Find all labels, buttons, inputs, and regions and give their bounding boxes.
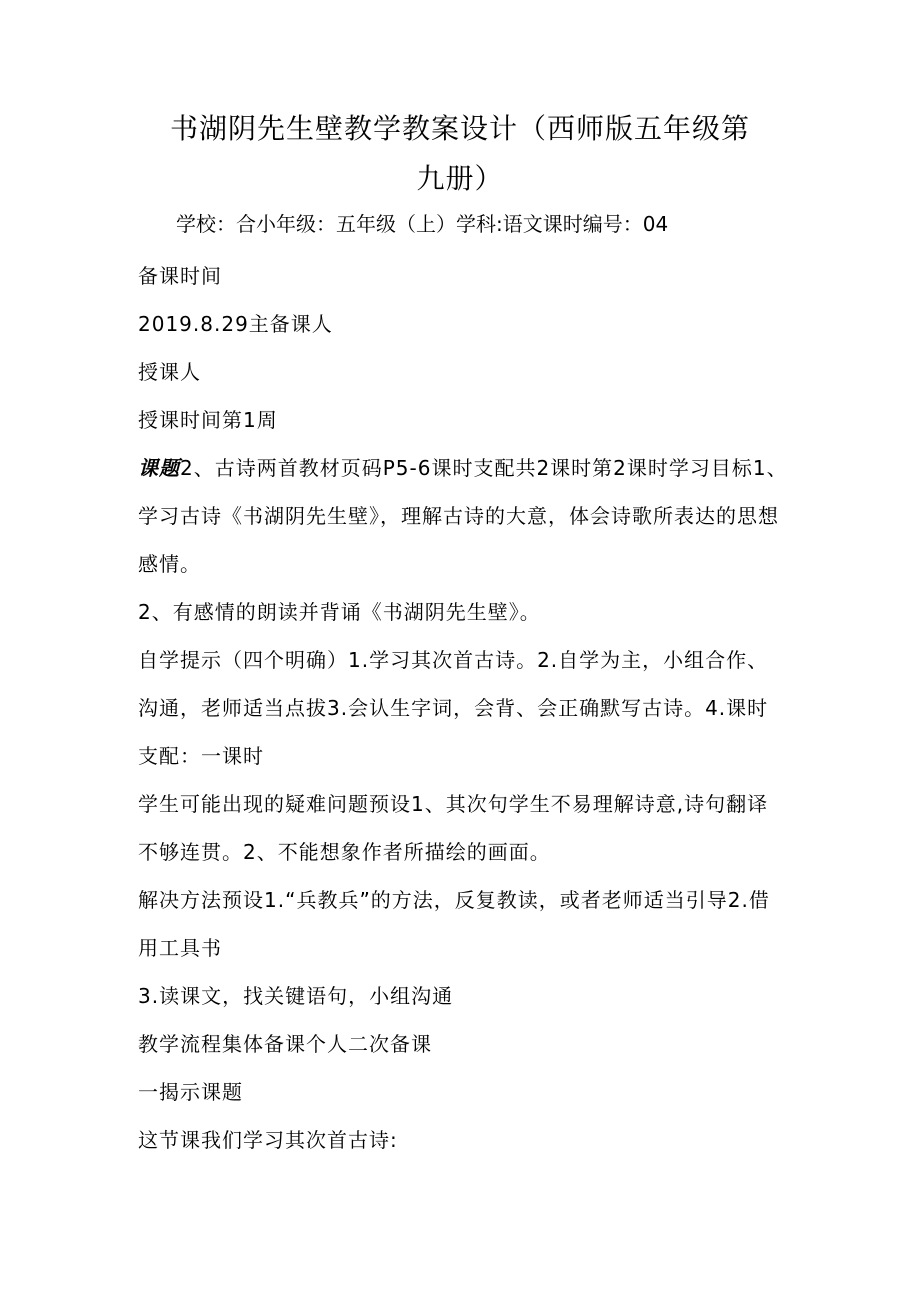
- solution-paragraph: 解决方法预设1.“兵教兵”的方法，反复教读，或者老师适当引导2.借用工具书: [138, 888, 770, 960]
- goal-2-paragraph: 2、有感情的朗读并背诵《书湖阴先生壁》。: [138, 600, 541, 624]
- document-title: [150, 104, 770, 204]
- teacher-label: 授课人: [138, 360, 201, 384]
- process-heading: 教学流程集体备课个人二次备课: [138, 1032, 432, 1056]
- document-body: [138, 252, 788, 1164]
- prep-time-label: 备课时间: [138, 264, 222, 288]
- title-line-2: 九册）: [416, 162, 504, 195]
- course-paragraph: [138, 444, 788, 588]
- course-text: 2、古诗两首教材页码P5-6课时支配共2课时第2课时学习目标1、学习古诗《书湖阴先生壁》，理解古诗的大意，体会诗歌所表达的思想感情。: [138, 456, 788, 576]
- intro-line: 这节课我们学习其次首古诗:: [138, 1128, 398, 1152]
- solution-step-3: 3.读课文，找关键语句，小组沟通: [138, 984, 454, 1008]
- self-study-paragraph: 自学提示（四个明确）1.学习其次首古诗。2.自学为主，小组合作、沟通，老师适当点拔3.会认生字词，会背、会正确默写古诗。4.课时支配：一课时: [138, 648, 769, 768]
- title-line-1: 书湖阴先生壁教学教案设计（西师版五年级第: [169, 112, 750, 145]
- prep-date-line: 2019.8.29主备课人: [138, 312, 333, 336]
- section-heading: 一揭示课题: [138, 1080, 243, 1104]
- course-label: 课题: [138, 456, 180, 480]
- meta-line: 学校：合小年级：五年级（上）学科:语文课时编号：04: [176, 212, 669, 236]
- difficulty-paragraph: 学生可能出现的疑难问题预设1、其次句学生不易理解诗意,诗句翻译不够连贯。2、不能想象作者所描绘的画面。: [138, 792, 769, 864]
- teaching-time-line: 授课时间第1周: [138, 408, 278, 432]
